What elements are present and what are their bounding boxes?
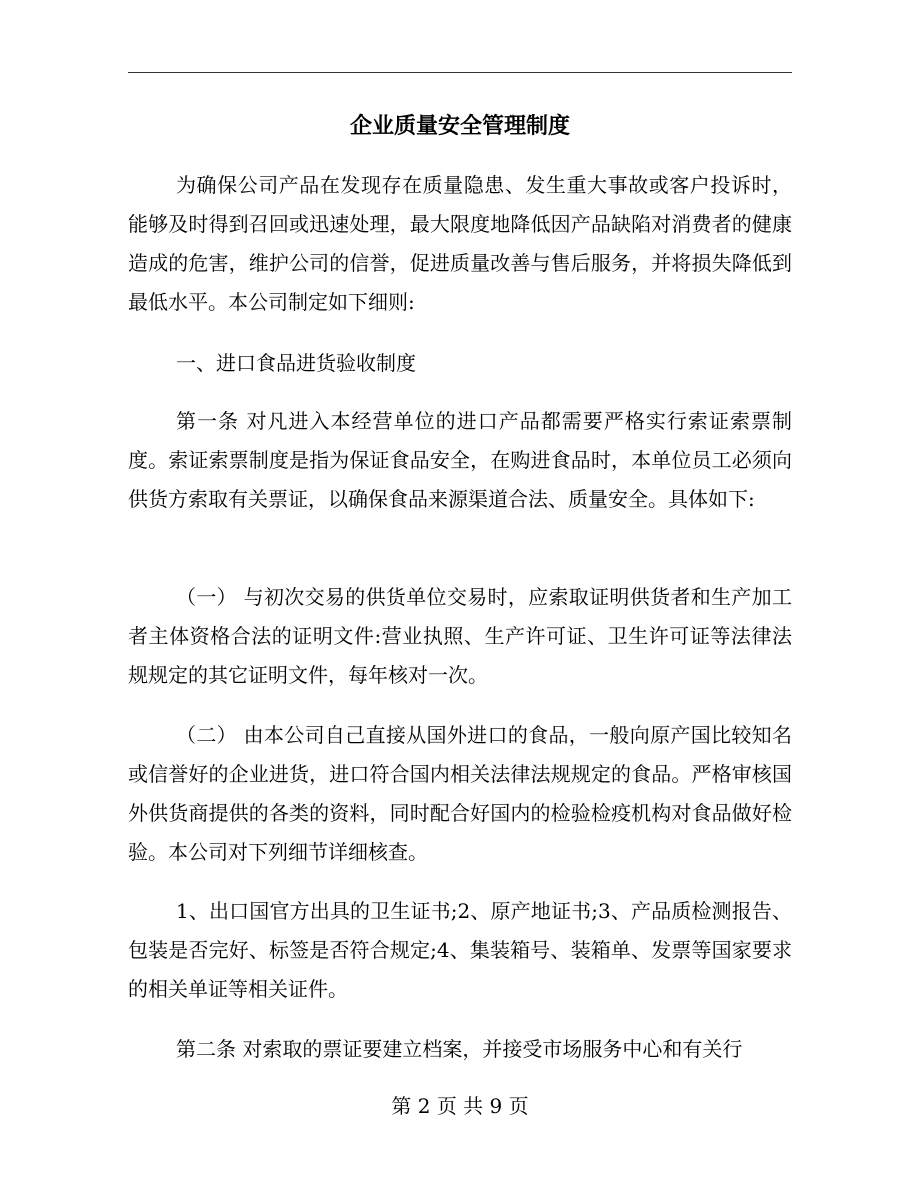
document-title: 企业质量安全管理制度 <box>349 113 570 139</box>
paragraph-item-1: （一） 与初次交易的供货单位交易时，应索取证明供货者和生产加工者主体资格合法的证明文件:营业执照、生产许可证、卫生许可证等法律法规规定的其它证明文件，每年核对一次。 <box>128 585 792 687</box>
section-heading-import-inspection: 一、进口食品进货验收制度 <box>176 351 416 375</box>
header-rule <box>128 72 792 73</box>
paragraph-document-list: 1、出口国官方出具的卫生证书;2、原产地证书;3、产品质检测报告、包装是否完好、标签是否符合规定;4、集装箱号、装箱单、发票等国家要求的相关单证等相关证件。 <box>128 899 792 1001</box>
page-number-footer: 第 2 页 共 9 页 <box>391 1094 529 1118</box>
paragraph-item-2: （二） 由本公司自己直接从国外进口的食品，一般向原产国比较知名或信誉好的企业进货，进口符合国内相关法律法规规定的食品。严格审核国外供货商提供的各类的资料，同时配合好国内的检验检疫机构对食品做好检验。本公司对下列细节详细核查。 <box>128 723 792 864</box>
paragraph-article-1: 第一条 对凡进入本经营单位的进口产品都需要严格实行索证索票制度。索证索票制度是指为保证食品安全，在购进食品时，本单位员工必须向供货方索取有关票证，以确保食品来源渠道合法、质量安全。具体如下: <box>128 409 792 511</box>
paragraph-intro: 为确保公司产品在发现存在质量隐患、发生重大事故或客户投诉时，能够及时得到召回或迅速处理，最大限度地降低因产品缺陷对消费者的健康造成的危害，维护公司的信誉，促进质量改善与售后服务，并将损失降低到最低水平。本公司制定如下细则: <box>128 173 792 314</box>
paragraph-article-2: 第二条 对索取的票证要建立档案，并接受市场服务中心和有关行 <box>176 1037 743 1061</box>
